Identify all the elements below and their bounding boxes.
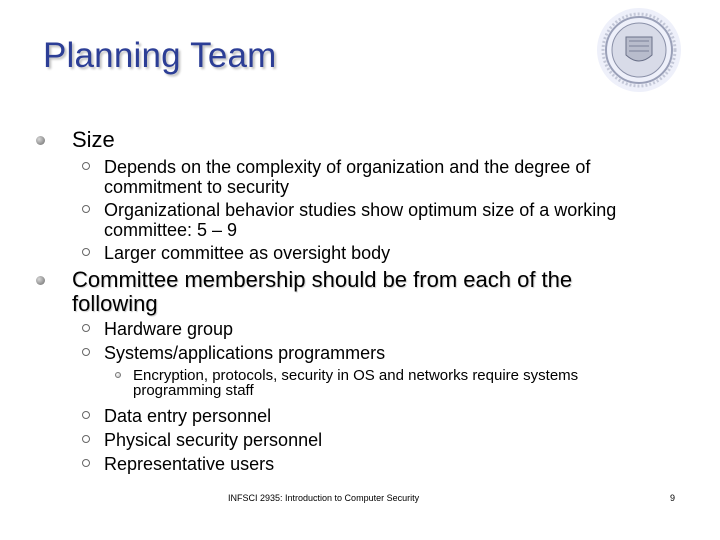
bullet-committee-membership: [72, 268, 572, 316]
sub-text-line: Representative users: [104, 454, 275, 474]
sub-text-line: Physical security personnel: [104, 430, 323, 450]
sub-text-line: Systems/applications programmers: [104, 343, 386, 363]
bullet-dot-icon: [36, 136, 45, 145]
sub-text-line: commitment to security: [104, 177, 290, 197]
bullet-ring-icon: [82, 459, 90, 467]
university-seal-icon: [596, 7, 682, 93]
bullet-dot-icon: [36, 276, 45, 285]
sub-sub-text-line: Encryption, protocols, security in OS and networks require systems: [133, 367, 579, 384]
bullet-ring-icon: [82, 411, 90, 419]
bullet-ring-icon: [82, 248, 90, 256]
slide-footer: INFSCI 2935: Introduction to Computer Security: [228, 493, 420, 503]
sub-item: [104, 454, 274, 474]
sub-text-line: Depends on the complexity of organization and the degree of: [104, 157, 591, 177]
sub-text-line: Hardware group: [104, 319, 234, 339]
sub-item: [104, 406, 271, 426]
bullet-text: Size: [72, 127, 115, 152]
bullet-text-line: following: [72, 291, 158, 316]
bullet-ring-icon: [82, 205, 90, 213]
sub-item: [104, 157, 590, 197]
sub-text-line: Data entry personnel: [104, 406, 272, 426]
bullet-ring-icon: [82, 162, 90, 170]
sub-item: [104, 200, 616, 240]
sub-item: [104, 430, 322, 450]
bullet-text-line: Committee membership should be from each of the: [72, 267, 573, 292]
sub-text-line: Larger committee as oversight body: [104, 243, 391, 263]
bullet-dot-icon: [115, 372, 121, 378]
page-number: 9: [670, 493, 676, 503]
sub-item: [104, 343, 385, 363]
bullet-size: [72, 128, 115, 152]
sub-sub-text-line: programming staff: [133, 382, 254, 399]
sub-text-line: Organizational behavior studies show optimum size of a working: [104, 200, 617, 220]
bullet-ring-icon: [82, 348, 90, 356]
sub-text-line: committee: 5 – 9: [104, 220, 238, 240]
sub-item: [104, 319, 233, 339]
bullet-ring-icon: [82, 324, 90, 332]
sub-sub-item: [133, 368, 578, 398]
slide-title: Planning Team: [43, 36, 277, 75]
bullet-ring-icon: [82, 435, 90, 443]
sub-item: [104, 243, 390, 263]
